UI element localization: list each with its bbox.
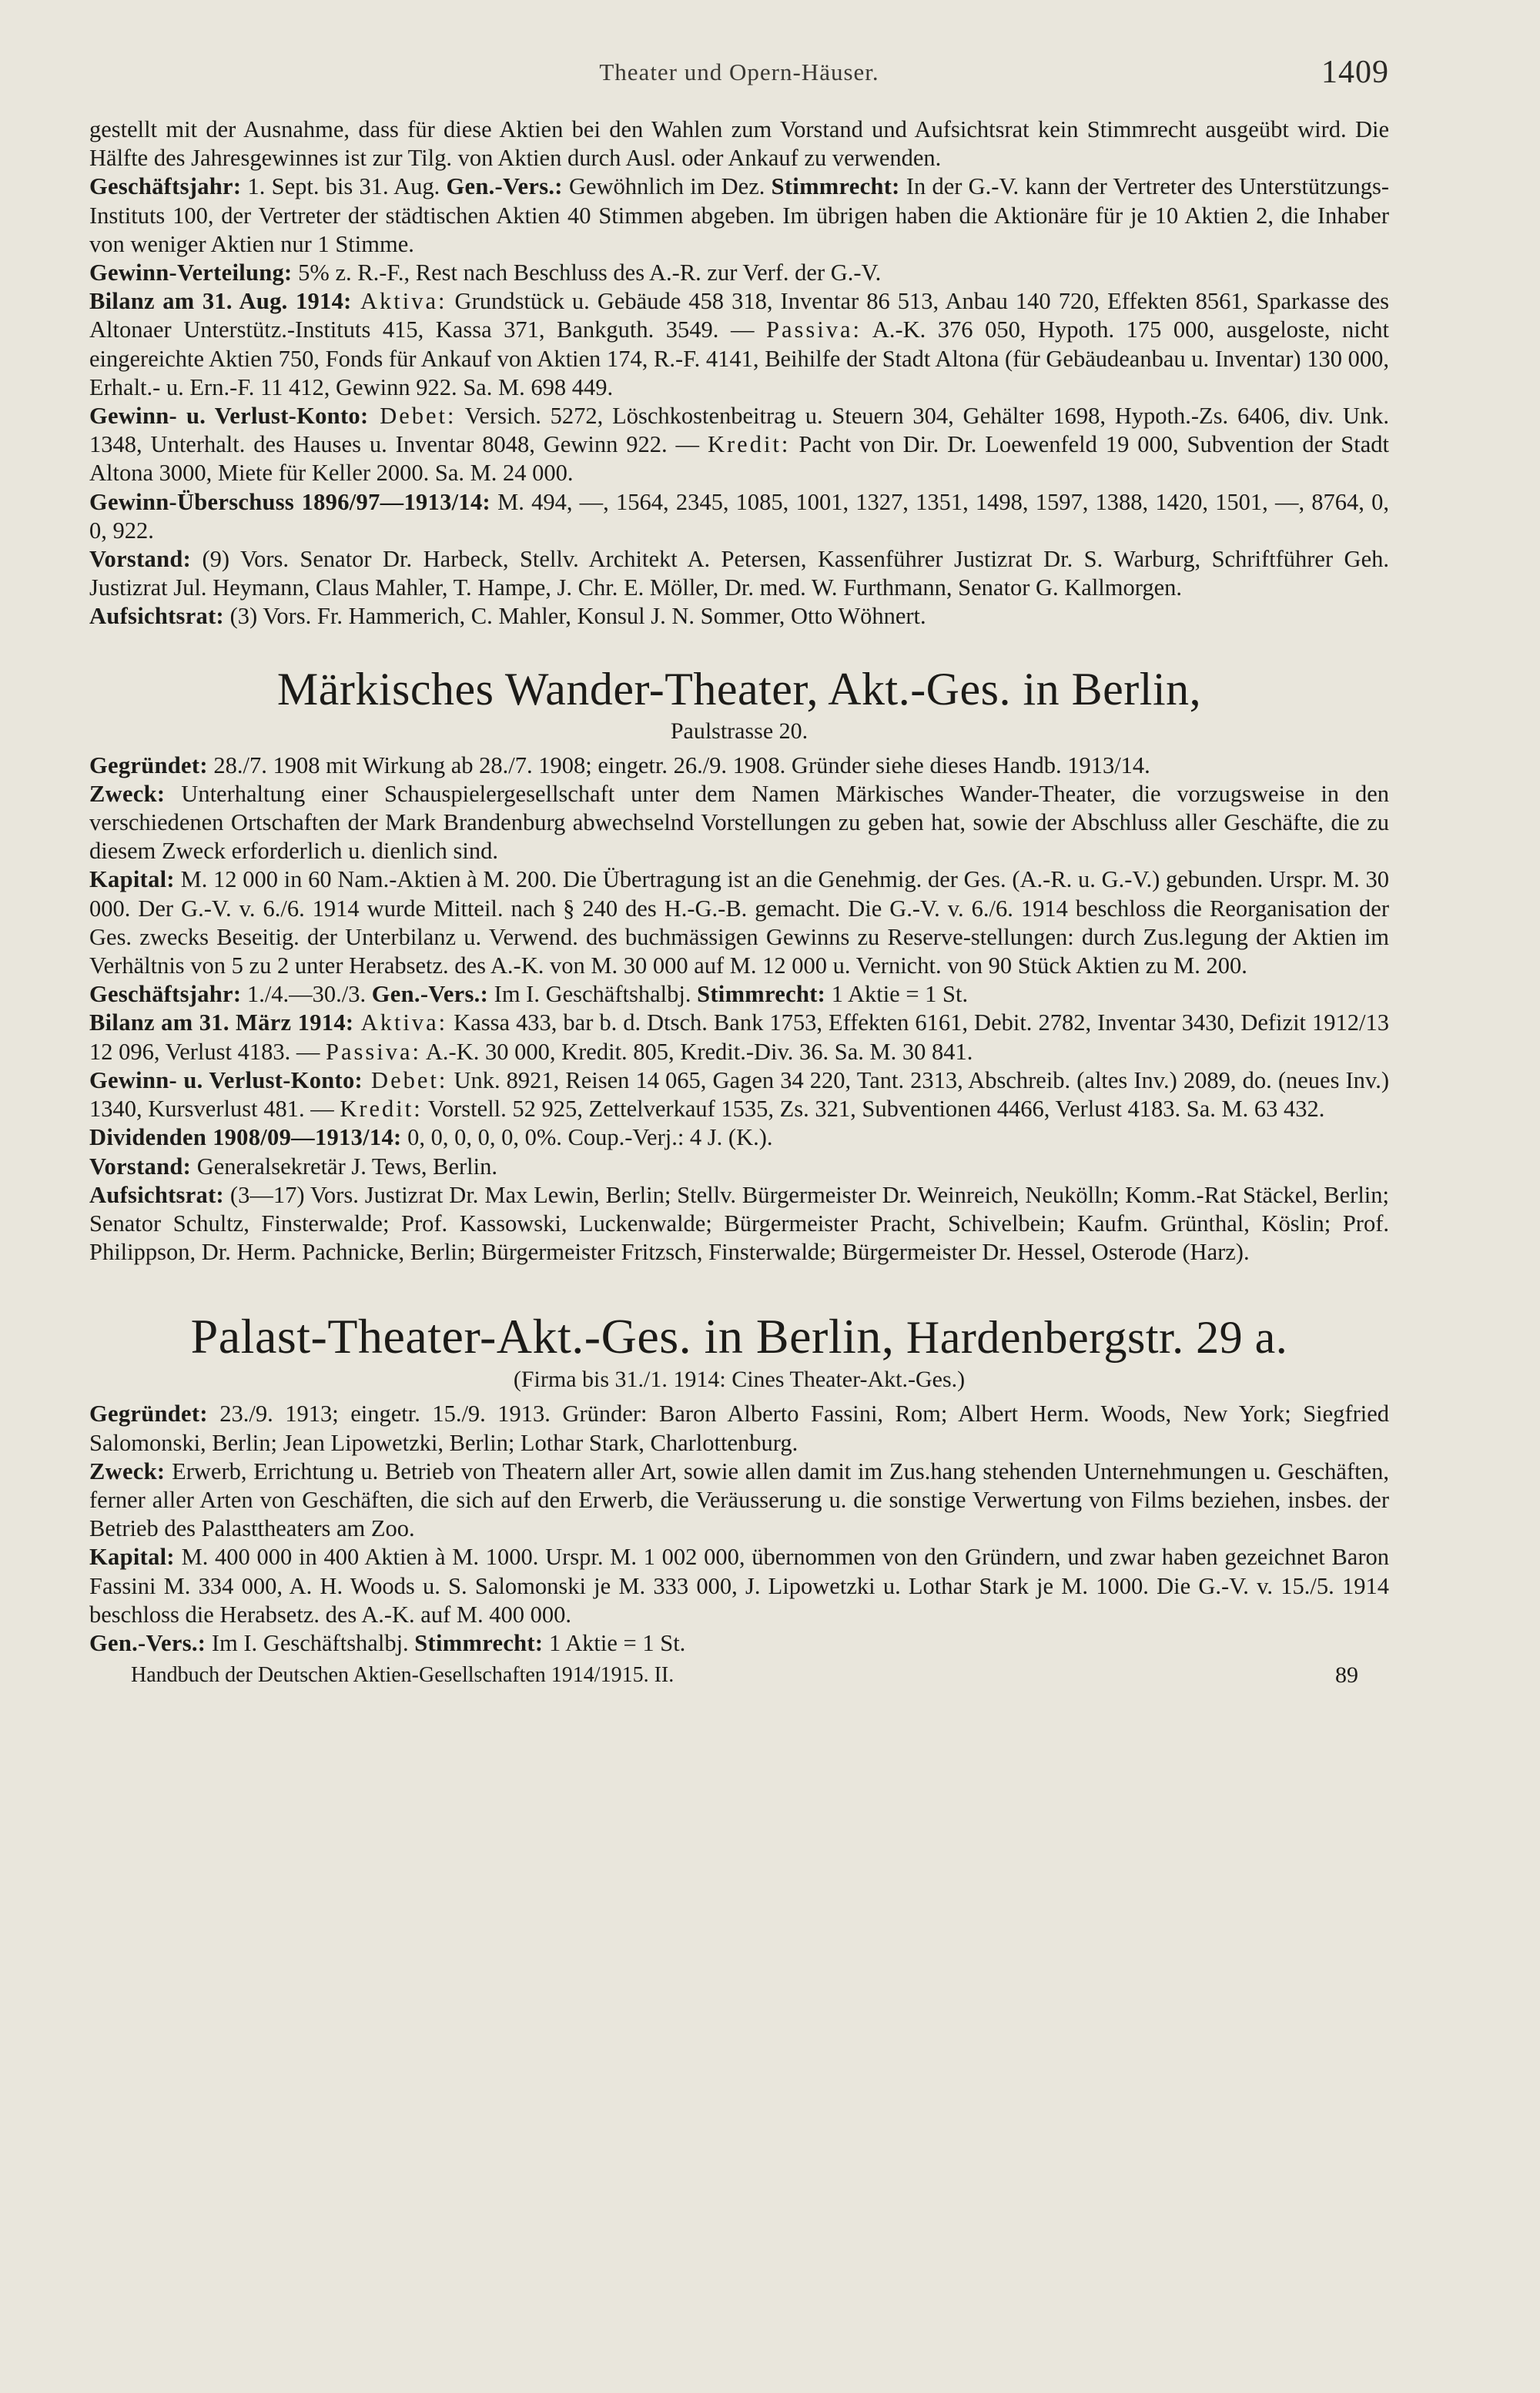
text: Im I. Geschäftshalbj. [206,1629,415,1656]
paragraph-general-meeting [89,1629,1389,1658]
paragraph-board [89,1153,1389,1181]
label-assets: Aktiva: [351,288,447,315]
text: A.-K. 30 000, Kredit. 805, Kredit.-Div. 36. Sa. M. 30 841. [420,1038,973,1065]
text: A.-K. 376 050, Hypoth. 175 000, ausgeloste, nicht eingereichte Aktien 750, Fonds für Ankauf von Aktien 174, R.-F. 4141, Beihilfe der Stadt Altona (für Gebäudeanbau u. Inventar) 130 000, Erhalt.- u. Ern.-F. 11 412, Gewinn 922. Sa. M. 698 449. [89,316,1389,400]
company-address: Paulstrasse 20. [670,718,808,744]
section-palast-theater [89,1310,1389,1658]
paragraph-capital [89,865,1389,980]
text: (3) Vors. Fr. Hammerich, C. Mahler, Konsul J. N. Sommer, Otto Wöhnert. [224,603,926,630]
label-supervisory-board: Aufsichtsrat: [89,1181,225,1208]
section-altona-theater [89,115,1389,631]
text: Generalsekretär J. Tews, Berlin. [191,1153,497,1180]
paragraph-balance [89,1009,1389,1066]
paragraph-fiscal-year [89,980,1389,1009]
company-title [89,1310,1389,1364]
company-address: Hardenbergstr. 29 a. [894,1312,1288,1364]
label-purpose: Zweck: [89,1458,166,1484]
label-capital: Kapital: [89,1544,175,1571]
paragraph-founded [89,751,1389,780]
paragraph-profit-loss [89,402,1389,488]
section-maerkisches-wander-theater [89,662,1389,1267]
text: 5% z. R.-F., Rest nach Beschluss des A.-R. zur Verf. der G.-V. [292,259,882,286]
text: M. 494, —, 1564, 2345, 1085, 1001, 1327, 1351, 1498, 1597, 1388, 1420, 1501, —, 8764, 0, 0, 922. [89,488,1389,544]
paragraph-voting-exception [89,115,1389,172]
paragraph-profit-loss [89,1066,1389,1123]
label-liabilities: Passiva: [325,1038,421,1065]
paragraph-profit-distribution [89,259,1389,287]
label-credit: Kredit: [340,1096,423,1123]
running-title: Theater und Opern-Häuser. [599,59,879,85]
text: Unk. 8921, Reisen 14 065, Gagen 34 220, Tant. 2313, Abschreib. (altes Inv.) 2089, do. (neues Inv.) 1340, Kursverlust 481. — [89,1066,1389,1123]
label-founded: Gegründet: [89,751,208,778]
text: 23./9. 1913; eingetr. 15./9. 1913. Gründer: Baron Alberto Fassini, Rom; Albert Herm. Woods, New York; Siegfried Salomonski, Berlin; Jean Lipowetzki, Berlin; Lothar Stark, Charlottenburg. [89,1401,1389,1456]
text: 1. Sept. bis 31. Aug. [241,173,447,200]
paragraph-supervisory-board [89,602,1389,631]
label-supervisory-board: Aufsichtsrat: [89,603,225,630]
page-footer [89,1662,1389,1693]
text: 28./7. 1908 mit Wirkung ab 28./7. 1908; eingetr. 26./9. 1908. Gründer siehe dieses Handb. 1913/14. [207,751,1150,778]
paragraph-dividends [89,1123,1389,1152]
label-liabilities: Passiva: [765,316,862,343]
label-voting-right: Stimmrecht: [414,1629,544,1656]
label-assets: Aktiva: [353,1009,448,1036]
text: (9) Vors. Senator Dr. Harbeck, Stellv. Architekt A. Petersen, Kassenführer Justizrat Dr. S. Warburg, Schriftführer Geh. Justizrat Jul. Heymann, Claus Mahler, T. Hampe, J. Chr. E. Möller, Dr. med. W. Furthmann, Senator G. Kallmorgen. [89,546,1389,601]
label-profit-loss: Gewinn- u. Verlust-Konto: [89,403,369,430]
label-dividends: Dividenden 1908/09—1913/14: [89,1124,402,1151]
footer-source: Handbuch der Deutschen Aktien-Gesellschaften 1914/1915. II. [131,1663,675,1688]
label-general-meeting: Gen.-Vers.: [89,1629,206,1656]
paragraph-supervisory-board [89,1181,1389,1267]
label-voting-right: Stimmrecht: [771,173,900,200]
label-credit: Kredit: [707,431,791,458]
page-number: 1409 [1321,55,1389,90]
text: (3—17) Vors. Justizrat Dr. Max Lewin, Berlin; Stellv. Bürgermeister Dr. Weinreich, Neukölln; Komm.-Rat Stäckel, Berlin; Senator Schultz, Finsterwalde; Prof. Kassowski, Luckenwalde; Bürgermeister Pracht, Schivelbein; Kaufm. Grünthal, Köslin; Prof. Philippson, Dr. Herm. Pachnicke, Berlin; Bürgermeister Fritzsch, Finsterwalde; Bürgermeister Dr. Hessel, Osterode (Harz). [89,1181,1389,1266]
label-general-meeting: Gen.-Vers.: [371,981,489,1008]
label-capital: Kapital: [89,866,175,893]
label-profit-history: Gewinn-Überschuss 1896/97—1913/14: [89,488,490,515]
text: Unterhaltung einer Schauspielergesellschaft unter dem Namen Märkisches Wander-Theater, die vorzugsweise in den verschiedenen Ortschaften der Mark Brandenburg abwechselnd Vorstellungen zu geben hat, sowie der Abschluss aller Geschäfte, die zu diesem Zweck erforderlich u. dienlich sind. [89,780,1389,865]
paragraph-capital [89,1543,1389,1629]
paragraph-founded [89,1400,1389,1457]
paragraph-purpose [89,780,1389,866]
text: Gewöhnlich im Dez. [562,173,772,200]
label-fiscal-year: Geschäftsjahr: [89,981,242,1008]
company-name: Palast-Theater-Akt.-Ges. in Berlin, [190,1309,895,1364]
text: Im I. Geschäftshalbj. [488,981,698,1008]
text: gestellt mit der Ausnahme, dass für diese Aktien bei den Wahlen zum Vorstand und Aufsichtsrat kein Stimmrecht ausgeübt wird. Die Hälfte des Jahresgewinnes ist zur Tilg. von Aktien durch Ausl. oder Ankauf zu verwenden. [89,116,1389,172]
paragraph-purpose [89,1458,1389,1544]
label-profit-distribution: Gewinn-Verteilung: [89,259,293,286]
text: Versich. 5272, Löschkostenbeitrag u. Steuern 304, Gehälter 1698, Hypoth.-Zs. 6406, div. Unk. 1348, Unterhalt. des Hauses u. Inventar 8048, Gewinn 922. — [89,403,1389,458]
text: Vorstell. 52 925, Zettelverkauf 1535, Zs. 321, Subventionen 4466, Verlust 4183. Sa. M. 63 432. [422,1096,1325,1123]
printer-signature: 89 [1335,1662,1358,1688]
label-general-meeting: Gen.-Vers.: [446,173,563,200]
label-fiscal-year: Geschäftsjahr: [89,173,242,200]
paragraph-fiscal-year [89,172,1389,259]
text: Grundstück u. Gebäude 458 318, Inventar 86 513, Anbau 140 720, Effekten 8561, Sparkasse des Altonaer Unterstütz.-Instituts 415, Kassa 371, Bankguth. 3549. — [89,288,1390,343]
text: In der G.-V. kann der Vertreter des Unterstützungs-Instituts 100, der Vertreter der städtischen Aktien 40 Stimmen abgeben. Im übrigen haben die Aktionäre für je 10 Aktien 2, die Inhaber von weniger Aktien nur 1 Stimme. [89,173,1389,257]
paragraph-profit-history [89,488,1389,545]
text: 1 Aktie = 1 St. [543,1629,686,1656]
text: M. 400 000 in 400 Aktien à M. 1000. Urspr. M. 1 002 000, übernommen von den Gründern, und zwar haben gezeichnet Baron Fassini M. 334 000, A. H. Woods u. S. Salomonski je M. 333 000, J. Lipowetzki u. Lothar Stark je M. 1000. Die G.-V. v. 15./5. 1914 beschloss die Herabsetz. des A.-K. auf M. 400 000. [89,1544,1389,1628]
text: Kassa 433, bar b. d. Dtsch. Bank 1753, Effekten 6161, Debit. 2782, Inventar 3430, Defizit 1912/13 12 096, Verlust 4183. — [89,1009,1390,1065]
text: 0, 0, 0, 0, 0, 0%. Coup.-Verj.: 4 J. (K.). [401,1124,773,1151]
label-purpose: Zweck: [89,780,166,807]
company-former-name: (Firma bis 31./1. 1914: Cines Theater-Akt.-Ges.) [513,1367,966,1393]
company-title: Märkisches Wander-Theater, Akt.-Ges. in Berlin, [276,663,1202,715]
paragraph-board [89,545,1389,602]
label-balance: Bilanz am 31. März 1914: [89,1009,354,1036]
label-debit: Debet: [362,1066,448,1093]
label-profit-loss: Gewinn- u. Verlust-Konto: [89,1066,363,1093]
text: Pacht von Dir. Dr. Loewenfeld 19 000, Subvention der Stadt Altona 3000, Miete für Keller 2000. Sa. M. 24 000. [89,431,1389,487]
label-founded: Gegründet: [89,1401,208,1427]
label-board: Vorstand: [89,546,192,573]
label-board: Vorstand: [89,1153,192,1180]
paragraph-balance [89,287,1389,402]
text: 1 Aktie = 1 St. [825,981,969,1008]
text: 1./4.—30./3. [241,981,372,1008]
label-balance: Bilanz am 31. Aug. 1914: [89,288,352,315]
label-voting-right: Stimmrecht: [697,981,826,1008]
page-header [89,54,1389,115]
text: Erwerb, Errichtung u. Betrieb von Theatern aller Art, sowie allen damit im Zus.hang stehenden Unternehmungen u. Geschäften, ferner aller Arten von Geschäften, die sich auf den Erwerb, die Veräusserung u. die sonstige Verwertung von Films beziehen, insbes. der Betrieb des Palasttheaters am Zoo. [89,1458,1389,1542]
label-debit: Debet: [368,403,457,430]
text: M. 12 000 in 60 Nam.-Aktien à M. 200. Die Übertragung ist an die Genehmig. der Ges. (A.-R. u. G.-V.) gebunden. Urspr. M. 30 000. Der G.-V. v. 6./6. 1914 wurde Mitteil. nach § 240 des H.-G.-B. gemacht. Die G.-V. v. 6./6. 1914 beschloss die Reorganisation der Ges. zwecks Beseitig. der Unterbilanz u. Verwend. des buchmässigen Gewinns zu Reserve-stellungen: durch Zus.legung der Aktien im Verhältnis von 5 zu 2 unter Herabsetz. des A.-K. von M. 30 000 auf M. 12 000 u. Vernicht. von 90 Stück Aktien zu M. 200. [89,866,1389,979]
